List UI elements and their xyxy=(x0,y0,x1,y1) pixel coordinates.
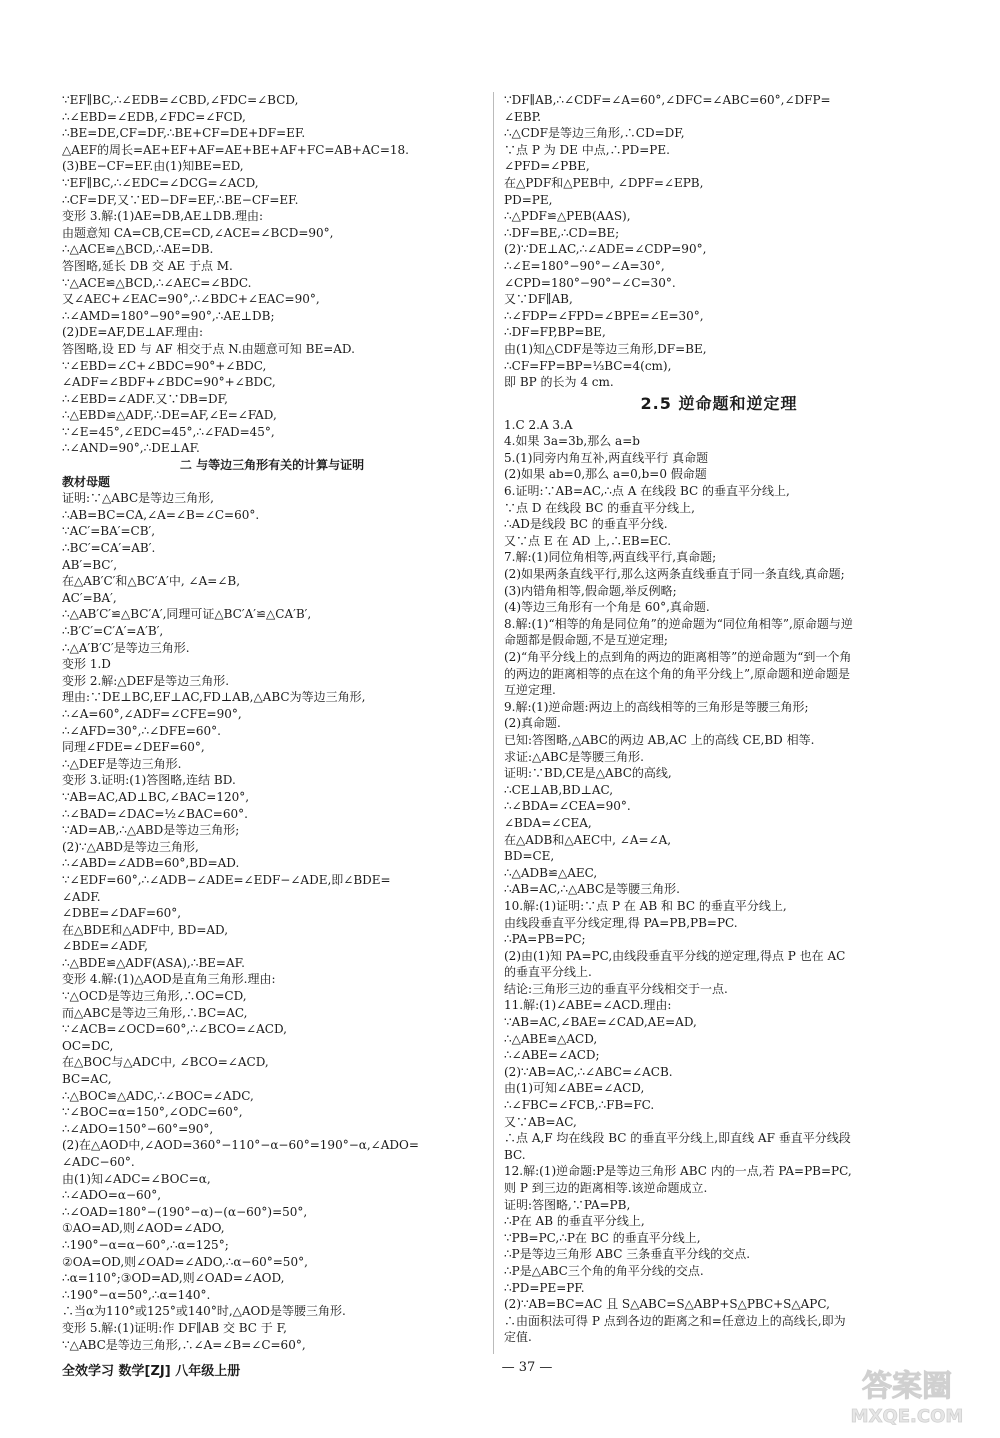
right-text-line: 6.证明:∵AB=AC,∴点 A 在线段 BC 的垂直平分线上, xyxy=(504,484,790,499)
left-text-line: ∴∠BAD=∠DAC=½∠BAC=60°. xyxy=(62,806,248,821)
right-text-line: ∴CF=FP=BP=⅓BC=4(cm), xyxy=(504,358,672,373)
right-text-line: 12.解:(1)逆命题:P是等边三角形 ABC 内的一点,若 PA=PB=PC, xyxy=(504,1164,852,1179)
right-text-line: (2)真命题. xyxy=(504,716,561,731)
right-text-line: ∵点 P 为 DE 中点,∴PD=PE. xyxy=(504,142,670,157)
left-text-line: ∴△EBD≌△ADF,∴DE=AF,∠E=∠FAD, xyxy=(62,408,277,423)
left-text-line: 在△BOC与△ADC中, ∠BCO=∠ACD, xyxy=(62,1055,269,1070)
left-text-line: OC=DC, xyxy=(62,1038,114,1053)
left-text-line: ∵∠E=45°,∠EDC=45°,∴∠FAD=45°, xyxy=(62,424,275,439)
right-text-line: 即 BP 的长为 4 cm. xyxy=(504,375,614,390)
right-text-line: ∠EBP. xyxy=(504,109,542,124)
left-text-line: ∴∠ABD=∠ADB=60°,BD=AD. xyxy=(62,856,240,871)
right-text-line: 8.解:(1)“相等的角是同位角”的逆命题为“同位角相等”,原命题与逆 xyxy=(504,616,853,631)
right-text-line: ∴∠E=180°−90°−∠A=30°, xyxy=(504,258,665,273)
left-text-line: ∴AB=BC=CA,∠A=∠B=∠C=60°. xyxy=(62,507,260,522)
left-text-line: ∴△BOC≌△ADC,∴∠BOC=∠ADC, xyxy=(62,1088,254,1103)
right-text-line: ∵PB=PC,∴P在 BC 的垂直平分线上, xyxy=(504,1230,701,1245)
subsection-heading: 二 与等边三角形有关的计算与证明 xyxy=(179,458,365,473)
left-text-line: (2)∵△ABD是等边三角形, xyxy=(62,839,199,854)
left-text-line: ∵△ACE≌△BCD,∴∠AEC=∠BDC. xyxy=(62,275,252,290)
left-text-line: 答图略,设 ED 与 AF 相交于点 N.由题意可知 BE=AD. xyxy=(62,341,355,356)
right-text-line: 7.解:(1)同位角相等,两直线平行,真命题; xyxy=(504,550,717,565)
left-text-line: (3)BE−CF=EF.由(1)知BE=ED, xyxy=(62,159,244,174)
left-text-line: ∠DBE=∠DAF=60°, xyxy=(62,906,182,921)
left-text-line: ∴190°−α=α−60°,∴α=125°; xyxy=(62,1237,229,1252)
right-text-line: ∠CPD=180°−90°−∠C=30°. xyxy=(504,275,676,290)
left-text-line: 而△ABC是等边三角形,∴BC=AC, xyxy=(62,1005,248,1020)
right-text-line: 由线段垂直平分线定理,得 PA=PB,PB=PC. xyxy=(504,915,738,930)
left-text-line: ∴△AB′C′≌△BC′A′,同理可证△BC′A′≌△CA′B′, xyxy=(62,607,312,622)
right-text-line: ∴∠ABE=∠ACD; xyxy=(504,1048,600,1063)
left-text-line: ∴∠AMD=180°−90°=90°,∴AE⊥DB; xyxy=(62,308,275,323)
right-text-line: ∵点 D 在线段 BC 的垂直平分线上, xyxy=(504,500,695,515)
left-text-line: 答图略,延长 DB 交 AE 于点 M. xyxy=(62,258,233,273)
column-divider xyxy=(493,92,494,1354)
left-text-line: 变形 4.解:(1)△AOD是直角三角形.理由: xyxy=(62,972,276,987)
right-text-line: PD=PE, xyxy=(504,192,553,207)
left-text-line: ∵AB=AC,AD⊥BC,∠BAC=120°, xyxy=(62,789,250,804)
left-text-line: ∠BDE=∠ADF, xyxy=(62,939,148,954)
right-text-line: (2)∵DE⊥AC,∴∠ADE=∠CDP=90°, xyxy=(504,242,707,257)
right-text-line: (2)∵AB=BC=AC 且 S△ABC=S△ABP+S△PBC+S△APC, xyxy=(504,1297,830,1312)
left-text-line: 在△BDE和△ADF中, BD=AD, xyxy=(62,922,229,937)
left-text-line: 变形 3.证明:(1)答图略,连结 BD. xyxy=(62,773,236,788)
left-text-line: 又∠AEC+∠EAC=90°,∴∠BDC+∠EAC=90°, xyxy=(62,292,320,307)
left-text-line: ∴△ACE≌△BCD,∴AE=DB. xyxy=(62,242,214,257)
left-text-line: ∴∠ADO=α−60°, xyxy=(62,1188,162,1203)
left-text-line: (2)DE=AF,DE⊥AF.理由: xyxy=(62,325,204,340)
right-text-line: 定值. xyxy=(504,1330,532,1345)
right-text-line: BC. xyxy=(504,1147,526,1162)
right-text-line: ∴△PDF≌△PEB(AAS), xyxy=(504,209,631,224)
right-text-line: 证明:∵BD,CE是△ABC的高线, xyxy=(504,766,672,781)
left-text-line: ∴190°−α=50°,∴α=140°. xyxy=(62,1287,211,1302)
left-text-line: ∠ADF=∠BDF+∠BDC=90°+∠BDC, xyxy=(62,375,276,390)
left-text-line: 变形 1.D xyxy=(62,657,111,672)
left-text-line: BC=AC, xyxy=(62,1072,112,1087)
right-text-line: 的两边的距离相等的点在这个角的角平分线上”,原命题和逆命题是 xyxy=(504,666,850,681)
left-text-line: ∴∠EBD=∠EDB,∠FDC=∠FCD, xyxy=(62,109,246,124)
svg-text:MXQE.COM: MXQE.COM xyxy=(850,1406,964,1427)
right-text-line: ∴△ABE≌△ACD, xyxy=(504,1031,598,1046)
left-text-line: ∵∠ACB=∠OCD=60°,∴∠BCO=∠ACD, xyxy=(62,1022,287,1037)
left-text-line: ∵∠BOC=α=150°,∠ODC=60°, xyxy=(62,1105,243,1120)
right-text-line: ∵AB=AC,∠BAE=∠CAD,AE=AD, xyxy=(504,1015,697,1030)
left-text-line: AC′=BA′, xyxy=(62,590,117,605)
left-text-line: ∴∠ADO=150°−60°=90°, xyxy=(62,1121,214,1136)
right-text-line: ∴CE⊥AB,BD⊥AC, xyxy=(504,782,614,797)
left-text-line: ∵∠EBD=∠C+∠BDC=90°+∠BDC, xyxy=(62,358,267,373)
right-text-line: ∴AB=AC,∴△ABC是等腰三角形. xyxy=(504,882,680,897)
left-text-line: 同理∠FDE=∠DEF=60°, xyxy=(62,740,205,755)
right-text-line: ∴∠BDA=∠CEA=90°. xyxy=(504,799,631,814)
left-text-line: ∵∠EDF=60°,∴∠ADB−∠ADE=∠EDF−∠ADE,即∠BDE= xyxy=(62,872,391,887)
right-text-line: ∴点 A,F 均在线段 BC 的垂直平分线上,即直线 AF 垂直平分线段 xyxy=(504,1131,851,1146)
right-text-line: 在△PDF和△PEB中, ∠DPF=∠EPB, xyxy=(504,175,704,190)
left-text-line: 由题意知 CA=CB,CE=CD,∠ACE=∠BCD=90°, xyxy=(62,225,334,240)
left-text-line: ①AO=AD,则∠AOD=∠ADO, xyxy=(62,1221,225,1236)
right-text-line: ∴DF=FP,BP=BE, xyxy=(504,325,606,340)
right-text-line: 的垂直平分线上. xyxy=(504,965,592,980)
left-text-line: ②OA=OD,则∠OAD=∠ADO,∴α−60°=50°, xyxy=(62,1254,308,1269)
left-text-line: ∵EF∥BC,∴∠EDC=∠DCG=∠ACD, xyxy=(62,175,259,190)
left-text-line: 教材母题 xyxy=(62,474,111,489)
left-text-line: 证明:∵△ABC是等边三角形, xyxy=(62,491,214,506)
left-text-line: ∴△DEF是等边三角形. xyxy=(62,756,182,771)
page-footer xyxy=(62,1358,942,1382)
right-text-line: ∴△CDF是等边三角形,∴CD=DF, xyxy=(504,126,685,141)
right-text-line: ∴P是等边三角形 ABC 三条垂直平分线的交点. xyxy=(504,1247,751,1262)
left-column xyxy=(62,92,482,1353)
right-text-line: (3)内错角相等,假命题,举反例略; xyxy=(504,583,677,598)
right-text-line: (2)“角平分线上的点到角的两边的距离相等”的逆命题为“到一个角 xyxy=(504,650,852,664)
left-text-line: ∠ADC−60°. xyxy=(62,1155,135,1169)
left-text-line: ∴α=110°;③OD=AD,则∠OAD=∠AOD, xyxy=(62,1271,285,1286)
right-text-line: 已知:答图略,△ABC的两边 AB,AC 上的高线 CE,BD 相等. xyxy=(504,732,815,747)
left-text-line: 变形 5.解:(1)证明:作 DF∥AB 交 BC 于 F, xyxy=(62,1320,287,1335)
right-text-line: 在△ADB和△AEC中, ∠A=∠A, xyxy=(504,832,672,847)
left-text-line: ∴BE=DE,CF=DF,∴BE+CF=DE+DF=EF. xyxy=(62,126,306,141)
left-text-line: ∵△OCD是等边三角形,∴OC=CD, xyxy=(62,989,247,1004)
right-text-line: ∴DF=BE,∴CD=BE; xyxy=(504,225,620,240)
left-text-line: 变形 3.解:(1)AE=DB,AE⊥DB.理由: xyxy=(62,209,264,224)
right-text-line: 由(1)可知∠ABE=∠ACD, xyxy=(504,1081,645,1096)
left-text-line: ∴当α为110°或125°或140°时,△AOD是等腰三角形. xyxy=(62,1304,346,1319)
right-text-line: 则 P 到三边的距离相等.该逆命题成立. xyxy=(504,1181,708,1195)
left-text-line: ∴∠OAD=180°−(190°−α)−(α−60°)=50°, xyxy=(62,1204,308,1219)
left-text-line: ∴△A′B′C′是等边三角形. xyxy=(62,640,190,655)
left-text-line: ∵△ABC是等边三角形,∴∠A=∠B=∠C=60°, xyxy=(62,1337,306,1352)
left-text-line: ∴B′C′=C′A′=A′B′, xyxy=(62,624,164,638)
watermark-logo xyxy=(832,1360,982,1430)
right-text-line: 互逆定理. xyxy=(504,683,556,698)
left-text-line: ∵AC′=BA′=CB′, xyxy=(62,524,156,539)
right-text-line: 4.如果 3a=3b,那么 a=b xyxy=(504,434,640,449)
right-text-line: ∴△ADB≌△AEC, xyxy=(504,865,598,880)
right-text-line: ∴AD是线段 BC 的垂直平分线. xyxy=(504,517,668,532)
right-text-line: (2)由(1)知 PA=PC,由线段垂直平分线的逆定理,得点 P 也在 AC xyxy=(504,948,846,963)
right-text-line: ∴由面积法可得 P 点到各边的距离之和=任意边上的高线长,即为 xyxy=(504,1313,846,1328)
left-text-line: ∠ADF. xyxy=(62,889,101,904)
right-text-line: 10.解:(1)证明:∵点 P 在 AB 和 BC 的垂直平分线上, xyxy=(504,898,787,913)
svg-text:答案圈: 答案圈 xyxy=(862,1369,952,1404)
right-text-line: 又∵AB=AC, xyxy=(504,1114,577,1129)
right-text-line: ∵DF∥AB,∴∠CDF=∠A=60°,∠DFC=∠ABC=60°,∠DFP= xyxy=(504,93,831,107)
right-text-line: 9.解:(1)逆命题:两边上的高线相等的三角形是等腰三角形; xyxy=(504,699,809,714)
left-text-line: 由(1)知∠ADC=∠BOC=α, xyxy=(62,1171,211,1186)
right-text-line: ∠PFD=∠PBE, xyxy=(504,159,590,174)
right-text-line: ∴PA=PB=PC; xyxy=(504,932,586,947)
right-text-line: 求证:△ABC是等腰三角形. xyxy=(504,749,644,764)
left-text-line: (2)在△AOD中,∠AOD=360°−110°−α−60°=190°−α,∠ADO= xyxy=(62,1138,419,1153)
right-text-line: 结论:三角形三边的垂直平分线相交于一点. xyxy=(504,981,728,996)
right-text-line: 证明:答图略,∵PA=PB, xyxy=(504,1197,631,1212)
right-column xyxy=(504,92,934,1346)
left-text-line: AB′=BC′, xyxy=(62,557,118,572)
left-text-line: 变形 2.解:△DEF是等边三角形. xyxy=(62,673,230,688)
left-text-line: ∴∠AFD=30°,∴∠DFE=60°. xyxy=(62,723,221,738)
right-text-line: 又∵DF∥AB, xyxy=(504,292,573,307)
left-text-line: ∴∠EBD=∠ADF.又∵DB=DF, xyxy=(62,391,228,406)
left-text-line: △AEF的周长=AE+EF+AF=AE+BE+AF+FC=AB+AC=18. xyxy=(62,142,409,157)
section-title: 2.5 逆命题和逆定理 xyxy=(640,393,798,413)
right-text-line: ∴∠FDP=∠FPD=∠BPE=∠E=30°, xyxy=(504,308,704,323)
right-text-line: ∴P是△ABC三个角的角平分线的交点. xyxy=(504,1263,704,1278)
left-text-line: ∴∠A=60°,∠ADF=∠CFE=90°, xyxy=(62,706,242,721)
right-text-line: 由(1)知△CDF是等边三角形,DF=BE, xyxy=(504,341,707,356)
right-text-line: ∠BDA=∠CEA, xyxy=(504,815,592,830)
right-text-line: 11.解:(1)∠ABE=∠ACD.理由: xyxy=(504,998,672,1013)
left-text-line: ∵EF∥BC,∴∠EDB=∠CBD,∠FDC=∠BCD, xyxy=(62,93,299,107)
page-number: — 37 — xyxy=(501,1360,553,1375)
right-text-line: 命题都是假命题,不是互逆定理; xyxy=(504,633,668,648)
right-text-line: (2)如果两条直线平行,那么这两条直线垂直于同一条直线,真命题; xyxy=(504,567,845,582)
right-text-line: (4)等边三角形有一个角是 60°,真命题. xyxy=(504,600,710,615)
left-text-line: ∴BC′=CA′=AB′. xyxy=(62,541,156,556)
right-text-line: 1.C 2.A 3.A xyxy=(504,417,573,432)
left-text-line: 理由:∵DE⊥BC,EF⊥AC,FD⊥AB,△ABC为等边三角形, xyxy=(62,690,366,705)
right-text-line: (2)如果 ab=0,那么 a=0,b=0 假命题 xyxy=(504,467,707,482)
right-text-line: ∴P在 AB 的垂直平分线上, xyxy=(504,1214,645,1229)
right-text-line: BD=CE, xyxy=(504,849,555,864)
right-text-line: ∴∠FBC=∠FCB,∴FB=FC. xyxy=(504,1098,655,1113)
left-text-line: ∵AD=AB,∴△ABD是等边三角形; xyxy=(62,823,240,838)
right-text-line: 又∵点 E 在 AD 上,∴EB=EC. xyxy=(504,533,672,548)
right-text-line: (2)∵AB=AC,∴∠ABC=∠ACB. xyxy=(504,1064,673,1079)
left-text-line: 在△AB′C′和△BC′A′中, ∠A=∠B, xyxy=(62,574,241,589)
left-text-line: ∴∠AND=90°,∴DE⊥AF. xyxy=(62,441,200,456)
right-text-line: ∴PD=PE=PF. xyxy=(504,1280,585,1295)
left-text-line: ∴△BDE≌△ADF(ASA),∴BE=AF. xyxy=(62,955,245,970)
right-text-line: 5.(1)同旁内角互补,两直线平行 真命题 xyxy=(504,450,709,465)
left-text-line: ∴CF=DF,又∵ED−DF=EF,∴BE−CF=EF. xyxy=(62,192,299,207)
footer-book-title: 全效学习 数学[ZJ] 八年级上册 xyxy=(62,1364,241,1379)
